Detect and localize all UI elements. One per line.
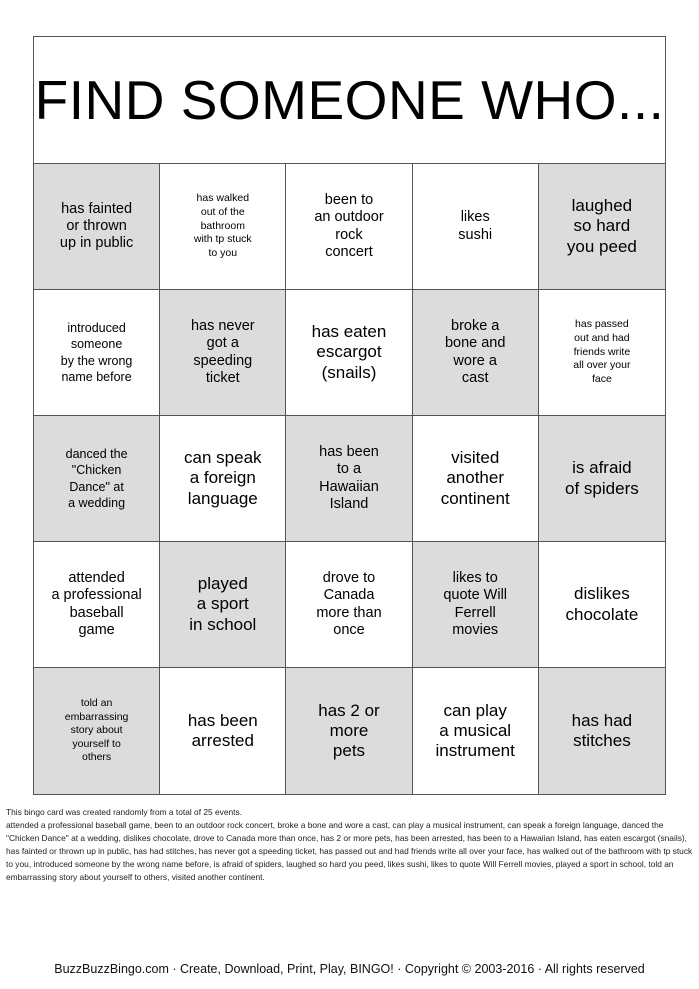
bingo-cell bbox=[413, 416, 539, 542]
bingo-cell-text: broke a bone and wore a cast bbox=[444, 318, 506, 386]
bingo-cell bbox=[286, 290, 412, 416]
bingo-cell-text: played a sport in school bbox=[189, 574, 257, 634]
bingo-cell bbox=[286, 668, 412, 794]
bingo-cell-text: has been arrested bbox=[187, 710, 258, 750]
bingo-cell-text: danced the "Chicken Dance" at a wedding bbox=[65, 447, 128, 510]
bingo-grid bbox=[34, 163, 665, 794]
bingo-cell-text: has walked out of the bathroom with tp stuck to you bbox=[193, 192, 252, 259]
bingo-cell bbox=[413, 542, 539, 668]
bingo-cell bbox=[34, 542, 160, 668]
bingo-cell-text: dislikes chocolate bbox=[565, 584, 639, 624]
footer-credit: BuzzBuzzBingo.com · Create, Download, Print, Play, BINGO! · Copyright © 2003-2016 · All rights reserved bbox=[54, 962, 645, 976]
bingo-cell bbox=[286, 542, 412, 668]
bingo-cell bbox=[413, 668, 539, 794]
bingo-cell-text: can play a musical instrument bbox=[435, 700, 515, 761]
bingo-cell bbox=[34, 164, 160, 290]
bingo-cell-text: laughed so hard you peed bbox=[566, 196, 637, 256]
card-title: FIND SOMEONE WHO... bbox=[34, 69, 665, 131]
bingo-cell bbox=[539, 164, 665, 290]
bingo-cell bbox=[539, 542, 665, 668]
bingo-cell bbox=[34, 416, 160, 542]
bingo-cell-text: has fainted or thrown up in public bbox=[59, 200, 134, 252]
bingo-cell bbox=[413, 290, 539, 416]
bingo-cell-text: has passed out and had friends write all over your face bbox=[573, 318, 631, 385]
bingo-cell bbox=[160, 542, 286, 668]
bingo-cell bbox=[413, 164, 539, 290]
bingo-cell-text: has eaten escargot (snails) bbox=[311, 322, 387, 382]
bingo-cell bbox=[539, 290, 665, 416]
bingo-cell-text: has never got a speeding ticket bbox=[190, 318, 255, 386]
bingo-cell-text: can speak a foreign language bbox=[184, 448, 262, 508]
bingo-cell-text: has had stitches bbox=[571, 710, 633, 750]
bingo-cell-text: is afraid of spiders bbox=[565, 458, 639, 498]
bingo-cell-text: likes sushi bbox=[458, 209, 493, 243]
bingo-cell-text: drove to Canada more than once bbox=[316, 570, 382, 638]
bingo-cell bbox=[34, 668, 160, 794]
bingo-cell bbox=[286, 164, 412, 290]
footnote-event-list: attended a professional baseball game, been to an outdoor rock concert, broke a bone and wore a cast, can play a musical instrument, can speak a foreign language, danced the "Chicken Dance" at a wedding, dislikes chocolate, drove to Canada more than once, has 2 or more pets, has been arrested, has been to a Hawaiian Island, has eaten escargot (snails), has fainted or thrown up in public, has had stitches, has never got a speeding ticket, has passed out and had friends write all over your face, has walked out of the bathroom with tp stuck to you, introduced someone by the wrong name before, is afraid of spiders, laughed so hard you peed, likes sushi, likes to quote Will Ferrell movies, played a sport in school, told an embarrassing story about yourself to others, visited another continent. bbox=[6, 820, 693, 883]
footnote-intro: This bingo card was created randomly from a total of 25 events. bbox=[6, 807, 243, 817]
bingo-cell-text: has 2 or more pets bbox=[318, 700, 380, 761]
bingo-cell-text: likes to quote Will Ferrell movies bbox=[443, 570, 508, 638]
bingo-card bbox=[33, 36, 666, 795]
bingo-cell-text: attended a professional baseball game bbox=[51, 570, 142, 638]
bingo-cell-text: has been to a Hawaiian Island bbox=[319, 444, 379, 512]
bingo-cell bbox=[286, 416, 412, 542]
bingo-cell-text: introduced someone by the wrong name before bbox=[60, 321, 133, 384]
bingo-cell bbox=[160, 416, 286, 542]
bingo-cell bbox=[160, 668, 286, 794]
bingo-cell bbox=[539, 668, 665, 794]
bingo-cell bbox=[160, 164, 286, 290]
bingo-cell-text: told an embarrassing story about yourself to others bbox=[64, 696, 129, 764]
bingo-cell bbox=[539, 416, 665, 542]
bingo-cell bbox=[34, 290, 160, 416]
bingo-cell-text: been to an outdoor rock concert bbox=[314, 192, 384, 260]
bingo-cell bbox=[160, 290, 286, 416]
bingo-cell-text: visited another continent bbox=[440, 448, 510, 508]
footnote bbox=[6, 806, 696, 884]
